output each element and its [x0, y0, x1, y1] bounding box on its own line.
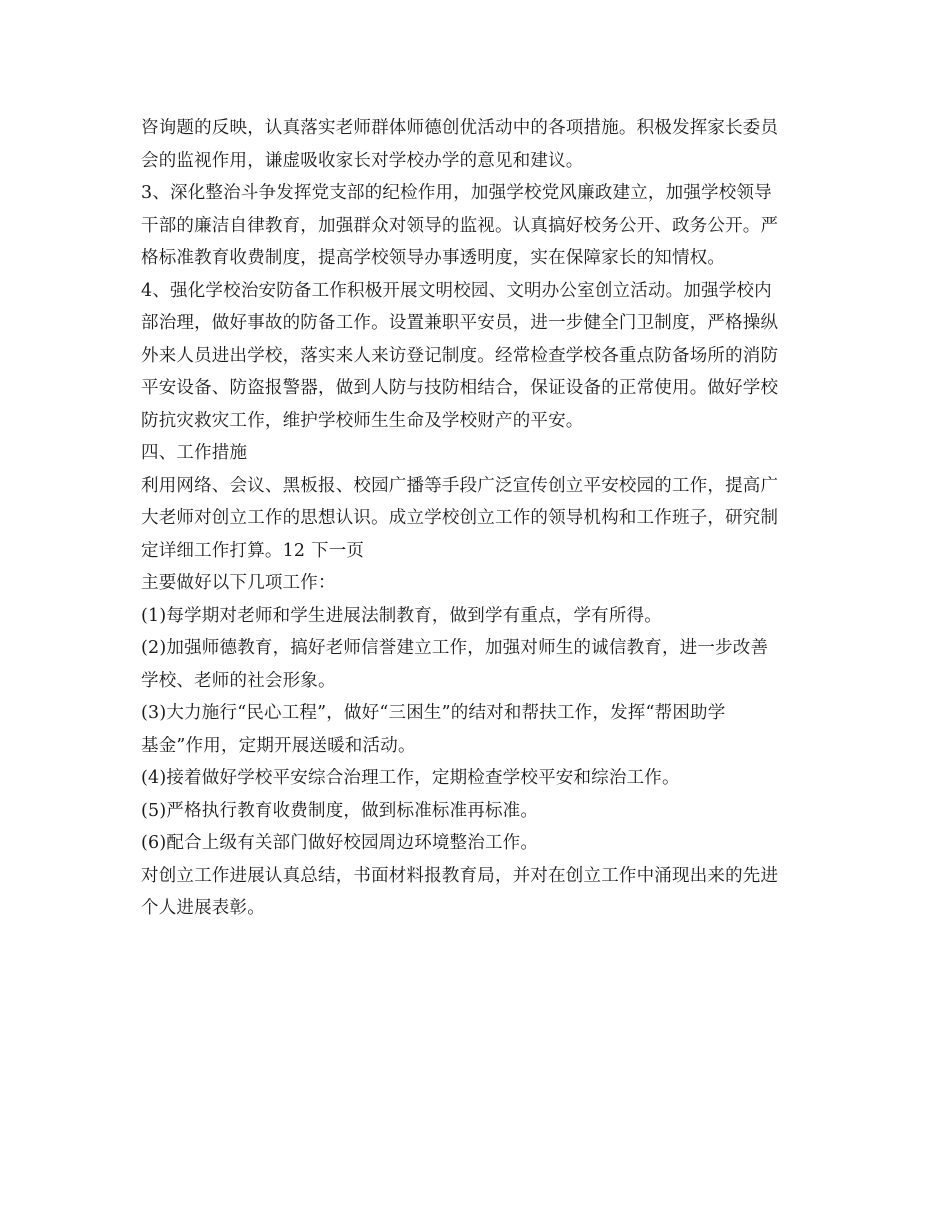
- text-line: 防抗灾救灾工作，维护学校师生生命及学校财产的平安。: [141, 410, 584, 431]
- list-item: (1)每学期对老师和学生进展法制教育，做到学有重点，学有所得。: [141, 605, 662, 626]
- text-line: 外来人员进出学校，落实来人来访登记制度。经常检查学校各重点防备场所的消防: [141, 345, 779, 366]
- text-line: 基金”作用，定期开展送暖和活动。: [141, 735, 416, 756]
- text-line: 个人进展表彰。: [141, 898, 265, 918]
- list-item: (3)大力施行“民心工程”，做好“三困生”的结对和帮扶工作，发挥“帮困助学: [141, 703, 726, 723]
- section-heading: 四、工作措施: [141, 443, 248, 463]
- list-item: (2)加强师德教育，搞好老师信誉建立工作，加强对师生的诚信教育，进一步改善: [141, 638, 769, 658]
- text-line: 4、强化学校治安防备工作积极开展文明校园、文明办公室创立活动。加强学校内: [141, 280, 772, 301]
- text-line: 对创立工作进展认真总结，书面材料报教育局，并对在创立工作中涌现出来的先进: [141, 865, 779, 886]
- text-line: 格标准教育收费制度，提高学校领导办事透明度，实在保障家长的知情权。: [141, 248, 726, 268]
- document-body: [141, 112, 821, 925]
- text-line: 大老师对创立工作的思想认识。成立学校创立工作的领导机构和工作班子，研究制: [141, 508, 779, 528]
- text-line: 咨询题的反映，认真落实老师群体师德创优活动中的各项措施。积极发挥家长委员: [141, 118, 779, 138]
- list-item: (4)接着做好学校平安综合治理工作，定期检查学校平安和综治工作。: [141, 768, 680, 788]
- text-line: 干部的廉洁自律教育，加强群众对领导的监视。认真搞好校务公开、政务公开。严: [141, 215, 779, 236]
- text-line: 定详细工作打算。12 下一页: [141, 540, 365, 561]
- text-line: 会的监视作用，谦虚吸收家长对学校办学的意见和建议。: [141, 150, 584, 171]
- list-item: (5)严格执行教育收费制度，做到标准标准再标准。: [141, 800, 539, 821]
- text-line: 学校、老师的社会形象。: [141, 670, 336, 691]
- text-line: 3、深化整治斗争发挥党支部的纪检作用，加强学校党风廉政建立，加强学校领导: [141, 183, 772, 203]
- text-line: 主要做好以下几项工作：: [141, 573, 336, 593]
- text-line: 利用网络、会议、黑板报、校园广播等手段广泛宣传创立平安校园的工作，提高广: [141, 475, 779, 496]
- list-item: (6)配合上级有关部门做好校园周边环境整治工作。: [141, 833, 539, 853]
- text-line: 部治理，做好事故的防备工作。设置兼职平安员，进一步健全门卫制度，严格操纵: [141, 313, 779, 333]
- text-line: 平安设备、防盗报警器，做到人防与技防相结合，保证设备的正常使用。做好学校: [141, 378, 779, 398]
